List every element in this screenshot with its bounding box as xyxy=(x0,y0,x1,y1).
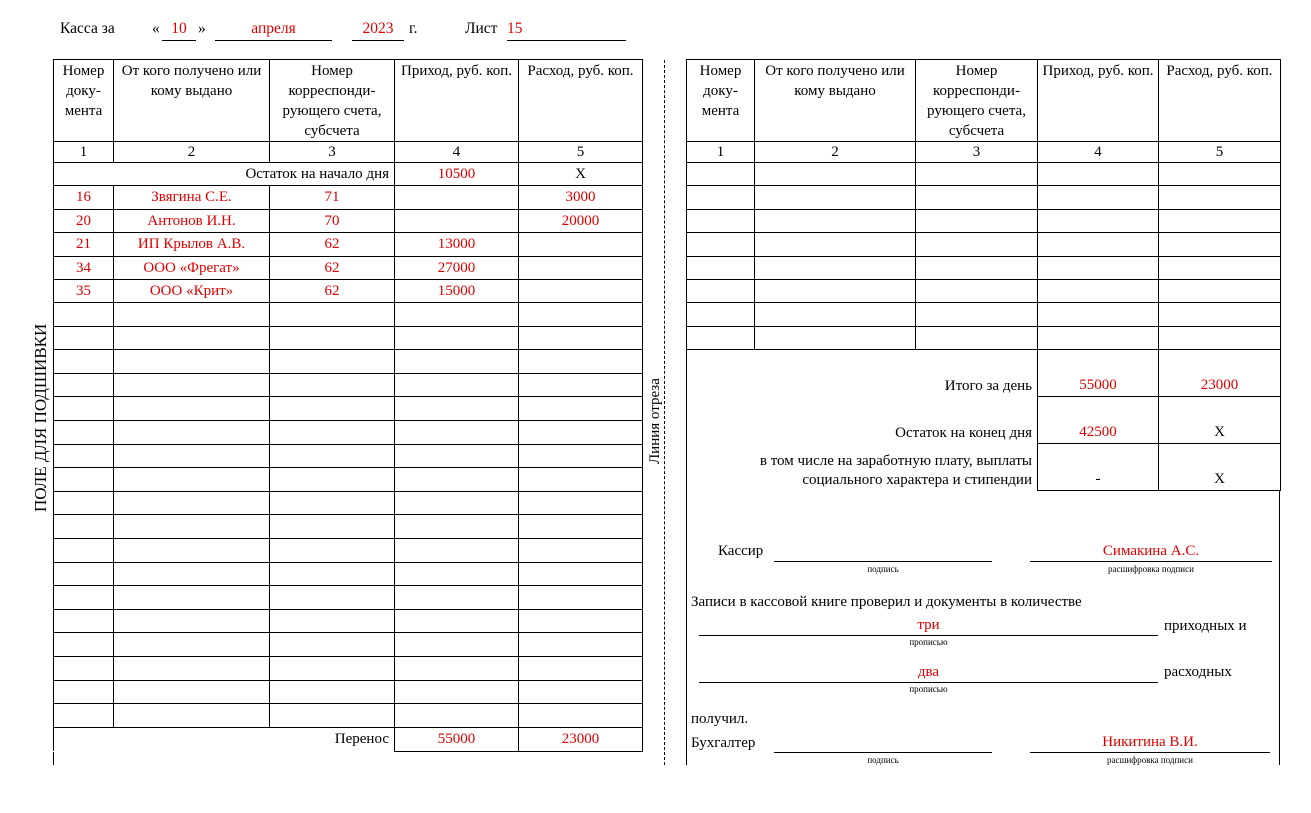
year-suffix: г. xyxy=(409,20,418,37)
empty-cell xyxy=(114,420,270,444)
column-number: 4 xyxy=(1038,142,1159,163)
doc-number: 20 xyxy=(54,210,114,233)
expense-amount: 20000 xyxy=(519,210,643,233)
empty-cell xyxy=(270,303,395,327)
accountant-name: Никитина В.И. xyxy=(1030,732,1270,753)
empty-cell xyxy=(1038,163,1159,186)
empty-cell xyxy=(54,468,114,492)
empty-cell xyxy=(1038,209,1159,232)
empty-cell xyxy=(1038,279,1159,302)
empty-row xyxy=(54,656,643,680)
empty-cell xyxy=(395,704,519,728)
expense-amount xyxy=(519,233,643,257)
empty-cell xyxy=(270,538,395,562)
incoming-label: приходных и xyxy=(1164,618,1247,634)
empty-cell xyxy=(114,656,270,680)
header-income: Приход, руб. коп. xyxy=(395,60,519,142)
empty-cell xyxy=(916,256,1038,279)
empty-cell xyxy=(54,491,114,515)
quote-close: » xyxy=(198,20,206,37)
empty-row xyxy=(687,256,1281,279)
account-number: 70 xyxy=(270,210,395,233)
empty-cell xyxy=(54,373,114,397)
empty-cell xyxy=(519,633,643,657)
empty-cell xyxy=(755,326,916,349)
cashier-name: Симакина А.С. xyxy=(1030,541,1272,562)
empty-row xyxy=(54,350,643,374)
empty-cell xyxy=(519,704,643,728)
empty-row xyxy=(687,233,1281,256)
empty-cell xyxy=(270,373,395,397)
doc-number: 21 xyxy=(54,233,114,257)
empty-cell xyxy=(54,633,114,657)
empty-cell xyxy=(54,303,114,327)
doc-number: 35 xyxy=(54,280,114,303)
column-number: 3 xyxy=(916,142,1038,163)
header-income: Приход, руб. коп. xyxy=(1038,60,1159,142)
empty-row xyxy=(54,609,643,633)
empty-cell xyxy=(54,586,114,610)
incoming-caption: прописью xyxy=(909,637,948,647)
outgoing-label: расходных xyxy=(1164,664,1232,680)
empty-cell xyxy=(395,397,519,421)
empty-row xyxy=(687,163,1281,186)
daily-total-row xyxy=(687,350,1281,397)
empty-cell xyxy=(114,397,270,421)
empty-cell xyxy=(395,373,519,397)
daily-total-label: Итого за день xyxy=(687,350,1038,397)
empty-cell xyxy=(1038,256,1159,279)
empty-cell xyxy=(916,209,1038,232)
party-name: ИП Крылов А.В. xyxy=(114,233,270,257)
header-expense: Расход, руб. коп. xyxy=(1159,60,1281,142)
empty-row xyxy=(54,397,643,421)
empty-cell xyxy=(270,609,395,633)
salary-payments-income: - xyxy=(1038,444,1159,491)
account-number: 62 xyxy=(270,233,395,257)
empty-cell xyxy=(519,562,643,586)
empty-cell xyxy=(519,373,643,397)
opening-balance-income: 10500 xyxy=(395,163,519,186)
incoming-count: три xyxy=(699,616,1158,636)
empty-cell xyxy=(519,444,643,468)
empty-row xyxy=(54,444,643,468)
empty-cell xyxy=(114,633,270,657)
opening-balance-label: Остаток на начало дня xyxy=(54,163,395,186)
empty-cell xyxy=(395,538,519,562)
empty-cell xyxy=(54,609,114,633)
closing-balance-label: Остаток на конец дня xyxy=(687,397,1038,444)
binding-field-label: ПОЛЕ ДЛЯ ПОДШИВКИ xyxy=(31,323,50,512)
empty-cell xyxy=(114,680,270,704)
header-doc-number: Номер доку-мента xyxy=(54,60,114,142)
empty-cell xyxy=(916,186,1038,209)
empty-cell xyxy=(395,420,519,444)
table-row xyxy=(54,210,643,233)
table-row xyxy=(54,257,643,280)
cut-line xyxy=(664,60,665,765)
empty-cell xyxy=(687,186,755,209)
account-number: 62 xyxy=(270,280,395,303)
column-number: 5 xyxy=(1159,142,1281,163)
empty-cell xyxy=(755,209,916,232)
empty-row xyxy=(54,468,643,492)
sheet-number-field: 15 xyxy=(507,18,626,41)
empty-row xyxy=(687,209,1281,232)
empty-cell xyxy=(519,609,643,633)
cashier-signature-caption: подпись xyxy=(867,564,899,574)
empty-row xyxy=(54,515,643,539)
empty-cell xyxy=(687,209,755,232)
received-label: получил. xyxy=(691,711,749,727)
empty-cell xyxy=(916,326,1038,349)
table-row xyxy=(54,186,643,210)
empty-cell xyxy=(687,279,755,302)
column-number: 3 xyxy=(270,142,395,163)
empty-cell xyxy=(1038,303,1159,326)
empty-cell xyxy=(519,491,643,515)
empty-cell xyxy=(916,233,1038,256)
empty-cell xyxy=(114,586,270,610)
empty-cell xyxy=(270,326,395,350)
empty-cell xyxy=(395,326,519,350)
empty-cell xyxy=(114,704,270,728)
empty-cell xyxy=(395,350,519,374)
carry-forward-income: 55000 xyxy=(395,727,519,751)
day-field: 10 xyxy=(162,18,196,41)
closing-balance-income: 42500 xyxy=(1038,397,1159,444)
empty-cell xyxy=(114,562,270,586)
empty-cell xyxy=(687,233,755,256)
empty-row xyxy=(54,420,643,444)
expense-amount xyxy=(519,280,643,303)
table-row xyxy=(54,233,643,257)
carry-forward-label: Перенос xyxy=(54,727,395,751)
empty-cell xyxy=(1159,279,1281,302)
doc-number: 16 xyxy=(54,186,114,210)
empty-cell xyxy=(687,326,755,349)
salary-payments-label-line1: в том числе на заработную плату, выплаты xyxy=(759,452,1032,469)
cash-book-label: Касса за xyxy=(60,20,115,37)
empty-cell xyxy=(1159,326,1281,349)
empty-cell xyxy=(755,279,916,302)
empty-row xyxy=(54,562,643,586)
empty-cell xyxy=(114,468,270,492)
empty-cell xyxy=(54,420,114,444)
empty-cell xyxy=(270,515,395,539)
empty-cell xyxy=(395,680,519,704)
header-party: От кого получено или кому выдано xyxy=(755,60,916,142)
empty-cell xyxy=(395,586,519,610)
empty-cell xyxy=(519,303,643,327)
cashier-signature-line xyxy=(774,543,992,562)
year-field: 2023 xyxy=(352,18,404,41)
empty-cell xyxy=(519,468,643,492)
empty-cell xyxy=(755,186,916,209)
empty-cell xyxy=(519,350,643,374)
empty-cell xyxy=(270,586,395,610)
column-number: 2 xyxy=(114,142,270,163)
cashier-label: Кассир xyxy=(718,543,764,559)
empty-row xyxy=(54,538,643,562)
empty-cell xyxy=(395,656,519,680)
empty-row xyxy=(687,279,1281,302)
daily-total-expense: 23000 xyxy=(1159,350,1281,397)
empty-row xyxy=(54,704,643,728)
empty-cell xyxy=(916,279,1038,302)
empty-cell xyxy=(755,256,916,279)
empty-cell xyxy=(1159,233,1281,256)
empty-cell xyxy=(114,303,270,327)
empty-cell xyxy=(270,680,395,704)
closing-balance-row xyxy=(687,397,1281,444)
empty-cell xyxy=(395,303,519,327)
empty-cell xyxy=(755,233,916,256)
quote-open: « xyxy=(152,20,160,37)
right-frame-right-edge xyxy=(1279,490,1280,765)
empty-cell xyxy=(395,491,519,515)
salary-payments-label xyxy=(687,444,1038,491)
empty-cell xyxy=(114,491,270,515)
empty-cell xyxy=(114,538,270,562)
empty-cell xyxy=(1038,326,1159,349)
right-cash-table xyxy=(686,59,1281,491)
check-statement: Записи в кассовой книге проверил и документы в количестве xyxy=(691,594,1082,610)
income-amount: 27000 xyxy=(395,257,519,280)
empty-cell xyxy=(54,680,114,704)
empty-cell xyxy=(54,538,114,562)
empty-cell xyxy=(54,350,114,374)
column-number-row xyxy=(687,142,1281,163)
empty-cell xyxy=(114,609,270,633)
empty-cell xyxy=(395,562,519,586)
cut-line-label: Линия отреза xyxy=(647,378,663,464)
accountant-signature-line xyxy=(774,734,992,753)
empty-cell xyxy=(519,326,643,350)
empty-cell xyxy=(916,163,1038,186)
party-name: Звягина С.Е. xyxy=(114,186,270,210)
month-field: апреля xyxy=(215,18,332,41)
party-name: ООО «Крит» xyxy=(114,280,270,303)
empty-cell xyxy=(54,444,114,468)
empty-cell xyxy=(687,163,755,186)
empty-cell xyxy=(114,515,270,539)
empty-cell xyxy=(54,562,114,586)
empty-cell xyxy=(395,515,519,539)
salary-payments-row xyxy=(687,444,1281,491)
opening-balance-expense: X xyxy=(519,163,643,186)
empty-row xyxy=(687,303,1281,326)
income-amount: 15000 xyxy=(395,280,519,303)
column-header-row xyxy=(687,60,1281,142)
empty-cell xyxy=(270,350,395,374)
income-amount: 13000 xyxy=(395,233,519,257)
empty-cell xyxy=(54,326,114,350)
closing-balance-expense: X xyxy=(1159,397,1281,444)
salary-payments-label-line2: социального характера и стипендии xyxy=(802,471,1032,488)
opening-balance-row xyxy=(54,163,643,186)
income-amount xyxy=(395,186,519,210)
expense-amount: 3000 xyxy=(519,186,643,210)
column-header-row xyxy=(54,60,643,142)
empty-cell xyxy=(395,444,519,468)
left-frame-tail xyxy=(53,752,54,765)
column-number: 5 xyxy=(519,142,643,163)
column-number: 2 xyxy=(755,142,916,163)
empty-cell xyxy=(1159,303,1281,326)
accountant-label: Бухгалтер xyxy=(691,735,756,751)
empty-cell xyxy=(687,256,755,279)
salary-payments-expense: X xyxy=(1159,444,1281,491)
empty-cell xyxy=(1159,163,1281,186)
header-expense: Расход, руб. коп. xyxy=(519,60,643,142)
cashier-name-caption: расшифровка подписи xyxy=(1108,564,1194,574)
empty-row xyxy=(54,303,643,327)
empty-cell xyxy=(114,373,270,397)
column-number: 1 xyxy=(687,142,755,163)
party-name: ООО «Фрегат» xyxy=(114,257,270,280)
empty-row xyxy=(54,491,643,515)
empty-cell xyxy=(519,420,643,444)
empty-cell xyxy=(687,303,755,326)
empty-cell xyxy=(270,656,395,680)
empty-cell xyxy=(755,163,916,186)
account-number: 71 xyxy=(270,186,395,210)
header-doc-number: Номер доку-мента xyxy=(687,60,755,142)
empty-cell xyxy=(270,468,395,492)
table-row xyxy=(54,280,643,303)
empty-cell xyxy=(519,586,643,610)
empty-cell xyxy=(270,633,395,657)
empty-row xyxy=(54,326,643,350)
empty-cell xyxy=(114,350,270,374)
empty-cell xyxy=(54,656,114,680)
empty-row xyxy=(54,373,643,397)
sheet-label: Лист xyxy=(465,20,498,37)
party-name: Антонов И.Н. xyxy=(114,210,270,233)
empty-cell xyxy=(270,420,395,444)
empty-cell xyxy=(519,538,643,562)
column-number: 1 xyxy=(54,142,114,163)
empty-cell xyxy=(1038,233,1159,256)
expense-amount xyxy=(519,257,643,280)
empty-cell xyxy=(395,609,519,633)
left-cash-table xyxy=(53,59,643,752)
outgoing-count: два xyxy=(699,663,1158,683)
empty-cell xyxy=(114,444,270,468)
empty-cell xyxy=(1159,186,1281,209)
empty-cell xyxy=(270,444,395,468)
empty-row xyxy=(687,186,1281,209)
empty-cell xyxy=(1159,256,1281,279)
empty-row xyxy=(54,586,643,610)
header-party: От кого получено или кому выдано xyxy=(114,60,270,142)
header-account: Номер корреспонди-рующего счета, субсчета xyxy=(270,60,395,142)
empty-cell xyxy=(270,397,395,421)
empty-cell xyxy=(519,397,643,421)
empty-cell xyxy=(54,397,114,421)
column-number: 4 xyxy=(395,142,519,163)
empty-cell xyxy=(395,633,519,657)
right-frame-left-edge xyxy=(686,490,687,765)
daily-total-income: 55000 xyxy=(1038,350,1159,397)
empty-cell xyxy=(270,704,395,728)
empty-cell xyxy=(916,303,1038,326)
carry-forward-expense: 23000 xyxy=(519,727,643,751)
empty-cell xyxy=(54,515,114,539)
outgoing-caption: прописью xyxy=(909,684,948,694)
column-number-row xyxy=(54,142,643,163)
carry-forward-row xyxy=(54,727,643,751)
empty-cell xyxy=(270,562,395,586)
empty-cell xyxy=(1038,186,1159,209)
accountant-name-caption: расшифровка подписи xyxy=(1107,755,1193,765)
empty-cell xyxy=(114,326,270,350)
account-number: 62 xyxy=(270,257,395,280)
income-amount xyxy=(395,210,519,233)
empty-cell xyxy=(519,515,643,539)
empty-row xyxy=(54,633,643,657)
doc-number: 34 xyxy=(54,257,114,280)
empty-row xyxy=(54,680,643,704)
header-account: Номер корреспонди-рующего счета, субсчета xyxy=(916,60,1038,142)
empty-cell xyxy=(270,491,395,515)
empty-cell xyxy=(54,704,114,728)
empty-cell xyxy=(755,303,916,326)
empty-cell xyxy=(519,656,643,680)
empty-cell xyxy=(519,680,643,704)
empty-cell xyxy=(395,468,519,492)
empty-row xyxy=(687,326,1281,349)
empty-cell xyxy=(1159,209,1281,232)
accountant-signature-caption: подпись xyxy=(867,755,899,765)
